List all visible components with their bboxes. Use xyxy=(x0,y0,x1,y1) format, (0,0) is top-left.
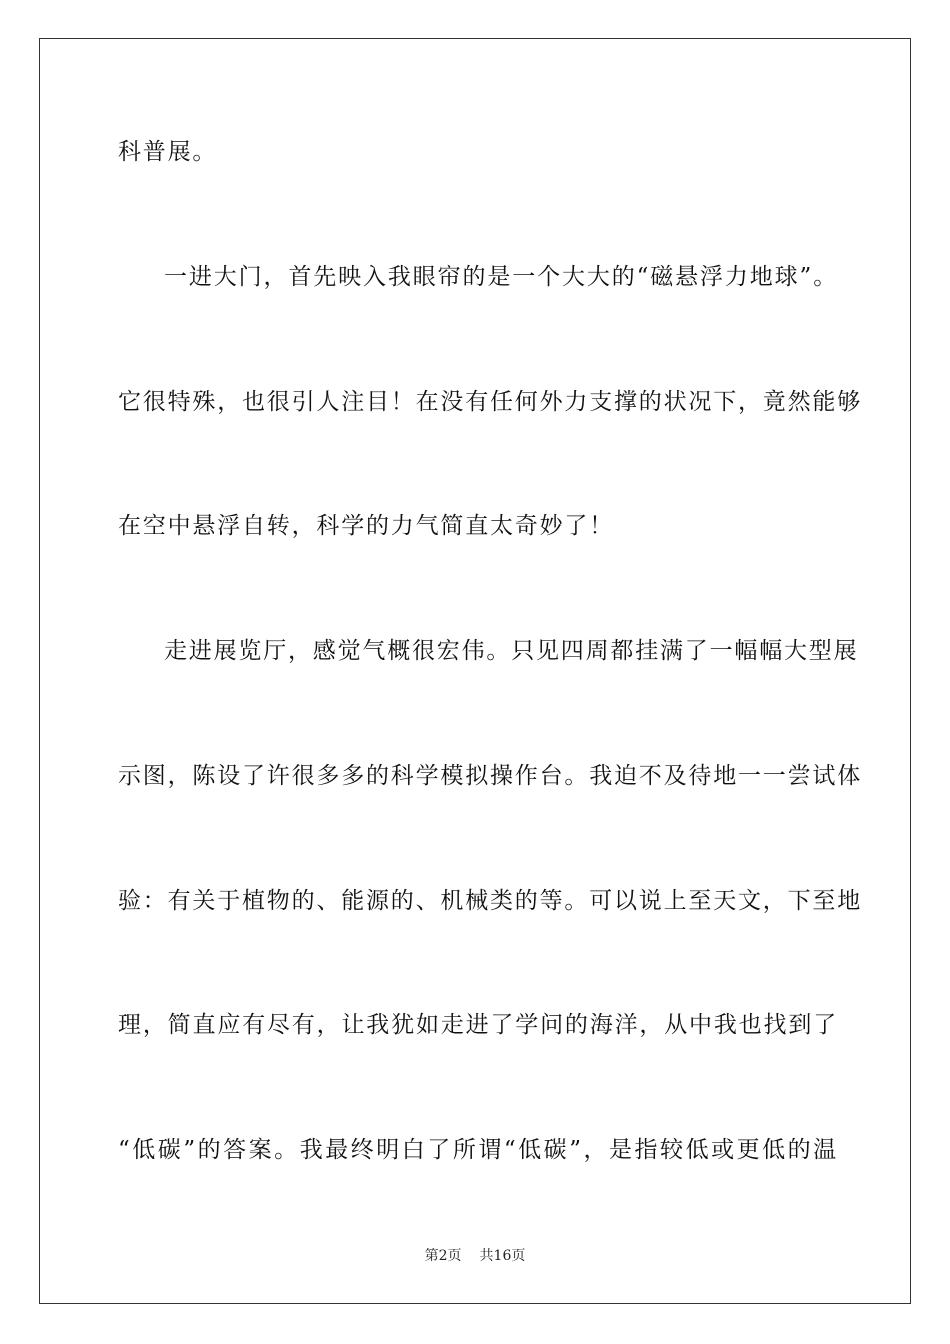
page-number: 第2页 xyxy=(424,1248,462,1264)
text-line-8: 理，简直应有尽有，让我犹如走进了学问的海洋，从中我也找到了 xyxy=(118,1012,838,1038)
text-line-2: 一进大门，首先映入我眼帘的是一个大大的“磁悬浮力地球”。 xyxy=(164,264,838,290)
total-pages: 共16页 xyxy=(479,1248,526,1264)
text-line-6: 示图，陈设了许很多多的科学模拟操作台。我迫不及待地一一尝试体 xyxy=(118,763,862,789)
text-line-7: 验：有关于植物的、能源的、机械类的等。可以说上至天文，下至地 xyxy=(118,888,862,914)
text-line-3: 它很特殊，也很引人注目！在没有任何外力支撑的状况下，竟然能够 xyxy=(118,389,862,415)
text-line-1: 科普展。 xyxy=(118,139,218,165)
page-footer xyxy=(0,1247,950,1265)
text-line-4: 在空中悬浮自转，科学的力气简直太奇妙了！ xyxy=(118,513,614,539)
text-line-9: “低碳”的答案。我最终明白了所谓“低碳”，是指较低或更低的温 xyxy=(118,1137,838,1163)
text-line-5: 走进展览厅，感觉气概很宏伟。只见四周都挂满了一幅幅大型展 xyxy=(164,638,859,664)
page-border xyxy=(39,38,911,1304)
